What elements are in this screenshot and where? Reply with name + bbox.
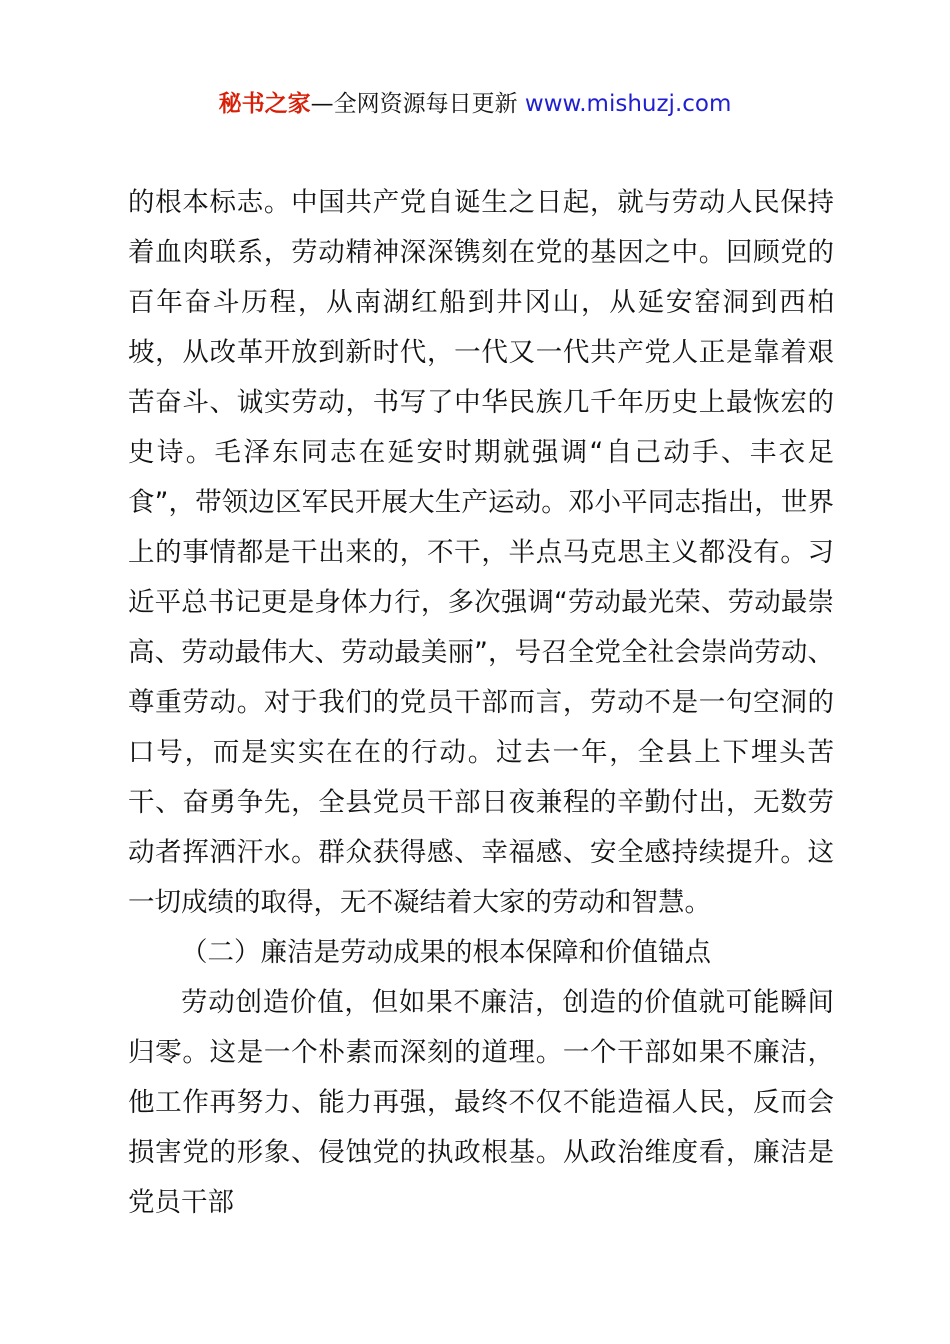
site-url-link[interactable]: www.mishuzj.com [524,91,732,117]
body-paragraph: 劳动创造价值，但如果不廉洁，创造的价值就可能瞬间归零。这是一个朴素而深刻的道理。一个干部如果不廉洁，他工作再努力、能力再强，最终不仅不能造福人民，反而会损害党的形象、侵蚀党的执政根基。从政治维度看，廉洁是党员干部 [128,987,834,1218]
brand-name: 秘书之家 [218,91,311,117]
body-paragraph: 的根本标志。中国共产党自诞生之日起，就与劳动人民保持着血肉联系，劳动精神深深镌刻在党的基因之中。回顾党的百年奋斗历程，从南湖红船到井冈山，从延安窑洞到西柏坡，从改革开放到新时代，一代又一代共产党人正是靠着艰苦奋斗、诚实劳动，书写了中华民族几千年历史上最恢宏的史诗。毛泽东同志在延安时期就强调“自己动手、丰衣足食”，带领边区军民开展大生产运动。邓小平同志指出，世界上的事情都是干出来的，不干，半点马克思主义都没有。习近平总书记更是身体力行，多次强调“劳动最光荣、劳动最崇高、劳动最伟大、劳动最美丽”，号召全党全社会崇尚劳动、尊重劳动。对于我们的党员干部而言，劳动不是一句空洞的口号，而是实实在在的行动。过去一年，全县上下埋头苦干、奋勇争先，全县党员干部日夜兼程的辛勤付出，无数劳动者挥洒汗水。群众获得感、幸福感、安全感持续提升。这一切成绩的取得，无不凝结着大家的劳动和智慧。 [128,187,834,918]
header-tagline: —全网资源每日更新 [310,91,518,117]
section-heading: （二）廉洁是劳动成果的根本保障和价值锚点 [181,937,711,968]
page-header [0,88,950,120]
document-body [128,178,834,1228]
